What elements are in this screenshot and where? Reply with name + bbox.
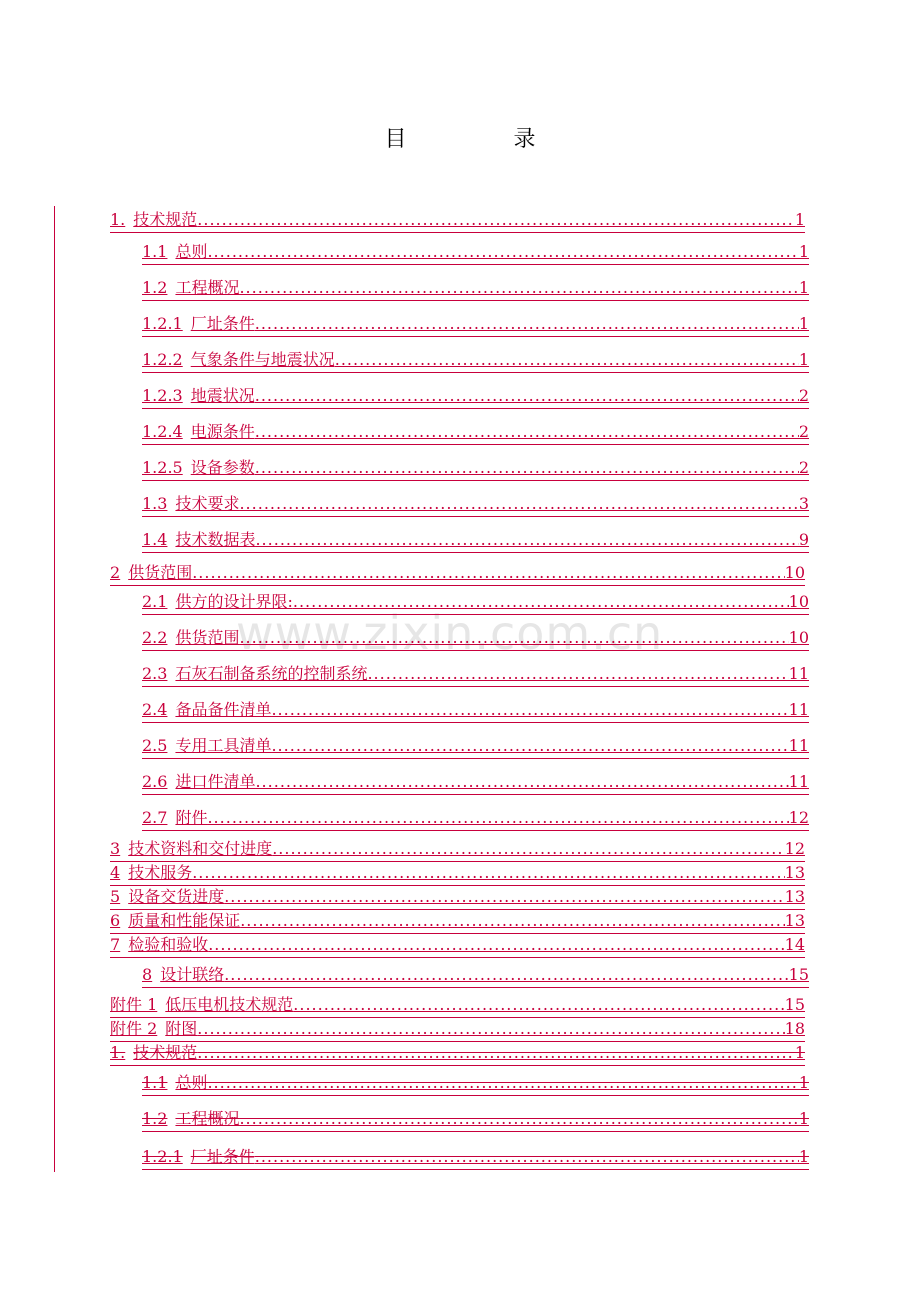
toc-entry-number: 2.1 (142, 592, 168, 611)
toc-entry-title: 供方的设计界限: (175, 592, 293, 611)
toc-entry[interactable] (142, 240, 809, 265)
toc-entry[interactable] (142, 348, 809, 373)
toc-entry-number: 2.5 (142, 736, 168, 755)
toc-entry-title: 技术服务 (128, 863, 193, 882)
toc-leader-dots (192, 561, 784, 585)
toc-entry-number: 3 (110, 839, 121, 858)
toc-entry[interactable] (142, 662, 809, 687)
toc-leader-dots (255, 770, 788, 794)
toc-entry[interactable] (142, 456, 809, 481)
toc-entry-page: 1 (798, 1073, 809, 1092)
toc-entry-page: 1 (798, 278, 809, 297)
toc-entry[interactable] (110, 933, 805, 958)
toc-leader-dots (239, 492, 798, 516)
toc-entry-page: 13 (784, 863, 805, 882)
toc-entry-number: 2.2 (142, 628, 168, 647)
toc-entry-number: 1.1 (142, 1073, 168, 1092)
toc-entry-title: 技术资料和交付进度 (128, 839, 273, 858)
toc-leader-dots (255, 312, 799, 336)
toc-entry-page: 3 (798, 494, 809, 513)
toc-leader-dots (208, 933, 784, 957)
toc-leader-dots (207, 240, 798, 264)
toc-entry-page: 12 (788, 808, 809, 827)
toc-entry-number: 8 (142, 965, 153, 984)
toc-leader-dots (239, 626, 788, 650)
toc-entry-number: 1.2.5 (142, 458, 183, 477)
toc-entry-page: 9 (798, 530, 809, 549)
toc-entry-page: 11 (788, 772, 809, 791)
toc-entry[interactable] (110, 861, 805, 886)
toc-entry-number: 7 (110, 935, 121, 954)
revision-change-bar (54, 206, 55, 1172)
toc-entry-title: 气象条件与地震状况 (190, 350, 335, 369)
toc-entry-page: 13 (784, 911, 805, 930)
toc-entry-page: 1 (798, 1109, 809, 1128)
toc-entry-number: 4 (110, 863, 121, 882)
toc-entry-title: 技术数据表 (175, 530, 256, 549)
toc-entry[interactable] (110, 1041, 805, 1066)
toc-entry-title: 石灰石制备系统的控制系统 (175, 664, 368, 683)
toc-entry-title: 电源条件 (190, 422, 255, 441)
page-title: 目 录 (384, 127, 586, 152)
toc-entry-page: 1 (798, 1147, 809, 1166)
toc-entry-title: 附图 (165, 1019, 198, 1038)
toc-entry-title: 供货范围 (175, 628, 240, 647)
toc-leader-dots (239, 276, 798, 300)
toc-entry-title: 低压电机技术规范 (165, 995, 294, 1014)
toc-entry-number: 5 (110, 887, 121, 906)
toc-entry[interactable] (142, 734, 809, 759)
toc-entry[interactable] (110, 993, 805, 1018)
toc-entry-page: 12 (784, 839, 805, 858)
toc-entry[interactable] (110, 909, 805, 934)
toc-leader-dots (224, 963, 788, 987)
toc-entry[interactable] (142, 528, 809, 553)
toc-entry-page: 1 (798, 242, 809, 261)
toc-entry-page: 1 (798, 314, 809, 333)
toc-entry[interactable] (142, 384, 809, 409)
toc-leader-dots (271, 698, 788, 722)
toc-entry-title: 设计联络 (160, 965, 225, 984)
toc-entry[interactable] (142, 312, 809, 337)
toc-entry-title: 质量和性能保证 (128, 911, 241, 930)
toc-entry-page: 11 (788, 664, 809, 683)
toc-leader-dots (197, 1041, 795, 1065)
toc-entry-number: 1.2 (142, 1109, 168, 1128)
toc-entry-number: 1.2.1 (142, 314, 183, 333)
toc-entry-page: 2 (798, 386, 809, 405)
toc-entry-number: 1.2.1 (142, 1147, 183, 1166)
toc-entry-number: 附件 2 (110, 1019, 158, 1038)
toc-entry[interactable] (142, 1071, 809, 1096)
toc-leader-dots (239, 1107, 798, 1131)
toc-leader-dots (192, 861, 784, 885)
toc-entry[interactable] (142, 770, 809, 795)
toc-entry-page: 11 (788, 700, 809, 719)
toc-entry-title: 专用工具清单 (175, 736, 272, 755)
toc-entry[interactable] (110, 561, 805, 586)
toc-entry[interactable] (110, 1017, 805, 1042)
toc-leader-dots (255, 456, 799, 480)
toc-entry-title: 总则 (175, 1073, 208, 1092)
toc-leader-dots (224, 885, 784, 909)
toc-entry[interactable] (142, 420, 809, 445)
toc-entry[interactable] (142, 963, 809, 988)
toc-entry-page: 15 (788, 965, 809, 984)
toc-entry-title: 总则 (175, 242, 208, 261)
toc-entry[interactable] (142, 590, 809, 615)
toc-entry-page: 10 (788, 592, 809, 611)
toc-entry-title: 供货范围 (128, 563, 193, 582)
toc-entry[interactable] (142, 626, 809, 651)
toc-entry-title: 地震状况 (190, 386, 255, 405)
toc-entry-number: 1.2.2 (142, 350, 183, 369)
toc-entry-title: 设备参数 (190, 458, 255, 477)
toc-entry-page: 1 (798, 350, 809, 369)
toc-entry-number: 1.2.3 (142, 386, 183, 405)
toc-leader-dots (255, 384, 799, 408)
toc-entry-number: 2 (110, 563, 121, 582)
toc-entry-title: 厂址条件 (190, 1147, 255, 1166)
toc-entry-page: 18 (784, 1019, 805, 1038)
toc-entry-number: 2.4 (142, 700, 168, 719)
toc-entry-number: 1.2 (142, 278, 168, 297)
toc-entry-number: 2.6 (142, 772, 168, 791)
toc-entry[interactable] (110, 208, 805, 233)
toc-entry-page: 1 (794, 210, 805, 229)
toc-leader-dots (335, 348, 799, 372)
toc-entry-page: 10 (784, 563, 805, 582)
toc-leader-dots (197, 208, 795, 232)
toc-entry[interactable] (110, 885, 805, 910)
toc-entry-title: 设备交货进度 (128, 887, 225, 906)
toc-entry[interactable] (142, 1107, 809, 1132)
toc-entry-page: 14 (784, 935, 805, 954)
toc-entry-page: 1 (794, 1043, 805, 1062)
toc-entry-title: 技术要求 (175, 494, 240, 513)
toc-entry-title: 检验和验收 (128, 935, 209, 954)
toc-leader-dots (197, 1017, 784, 1041)
toc-leader-dots (255, 420, 799, 444)
toc-leader-dots (293, 993, 784, 1017)
toc-entry-title: 进口件清单 (175, 772, 256, 791)
toc-entry[interactable] (142, 806, 809, 831)
toc-entry-page: 13 (784, 887, 805, 906)
toc-entry-page: 2 (798, 422, 809, 441)
toc-entry-number: 1.4 (142, 530, 168, 549)
toc-entry-title: 技术规范 (133, 1043, 198, 1062)
toc-entry-page: 15 (784, 995, 805, 1014)
toc-entry-page: 10 (788, 628, 809, 647)
toc-leader-dots (272, 837, 784, 861)
toc-entry[interactable] (110, 837, 805, 862)
toc-entry[interactable] (142, 276, 809, 301)
toc-leader-dots (255, 1145, 799, 1169)
toc-leader-dots (207, 806, 788, 830)
toc-entry-title: 备品备件清单 (175, 700, 272, 719)
toc-leader-dots (271, 734, 788, 758)
toc-leader-dots (255, 528, 798, 552)
toc-leader-dots (207, 1071, 798, 1095)
toc-entry-number: 1.3 (142, 494, 168, 513)
toc-entry-page: 2 (798, 458, 809, 477)
watermark: www.zixin.com.cn (236, 606, 664, 660)
toc-entry-number: 1. (110, 210, 126, 229)
toc-entry-title: 工程概况 (175, 1109, 240, 1128)
toc-entry-number: 2.3 (142, 664, 168, 683)
toc-entry-number: 1. (110, 1043, 126, 1062)
toc-entry-number: 6 (110, 911, 121, 930)
toc-entry-number: 2.7 (142, 808, 168, 827)
toc-entry-number: 1.1 (142, 242, 168, 261)
toc-entry[interactable] (142, 1145, 809, 1170)
toc-entry-number: 1.2.4 (142, 422, 183, 441)
toc-entry-title: 附件 (175, 808, 208, 827)
toc-entry-title: 技术规范 (133, 210, 198, 229)
toc-leader-dots (240, 909, 784, 933)
toc-entry-title: 厂址条件 (190, 314, 255, 333)
toc-leader-dots (367, 662, 788, 686)
toc-entry[interactable] (142, 492, 809, 517)
toc-leader-dots (293, 590, 789, 614)
toc-entry-number: 附件 1 (110, 995, 158, 1014)
toc-entry-page: 11 (788, 736, 809, 755)
toc-entry-title: 工程概况 (175, 278, 240, 297)
toc-entry[interactable] (142, 698, 809, 723)
